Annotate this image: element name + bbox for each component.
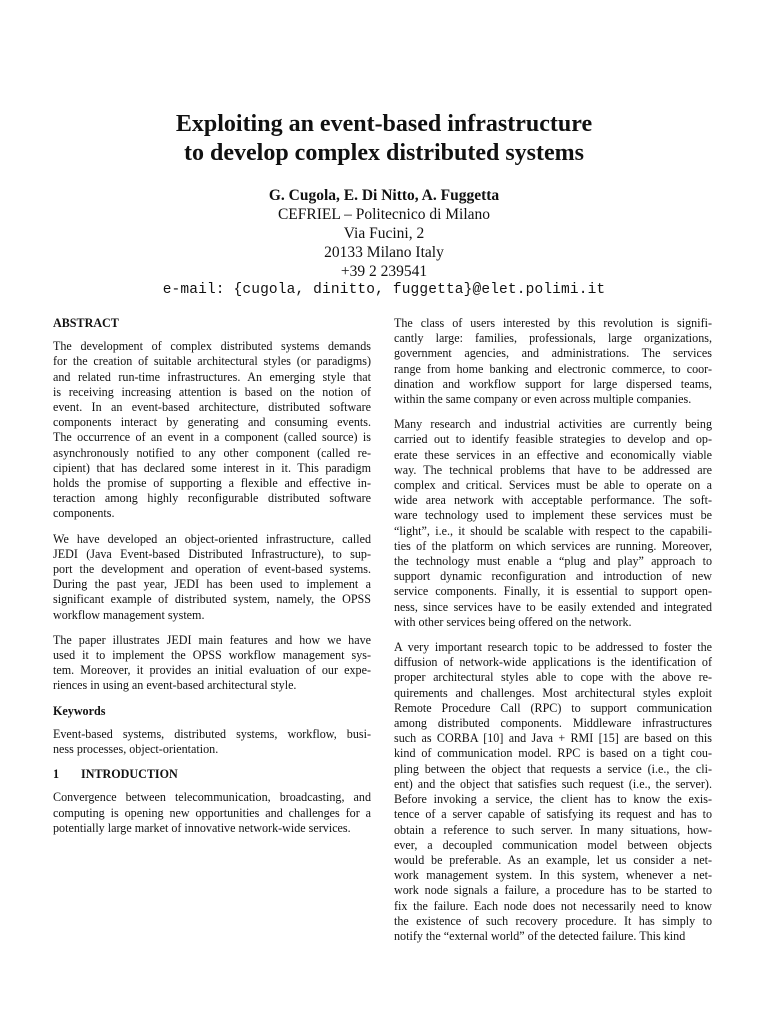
text-line: The class of users interested by this revolution is signifi- bbox=[394, 316, 712, 330]
text-line: would be preferable. As an example, let us consider a net- bbox=[394, 852, 712, 867]
text-line: work node signals a failure, a procedure has to be started to bbox=[394, 883, 712, 898]
text-line: kind of communication model. RPC is based on a tight cou- bbox=[394, 746, 712, 761]
abstract-paragraph bbox=[53, 532, 371, 623]
text-line: potentially large market of innovative network-wide services. bbox=[53, 820, 351, 835]
section-title: INTRODUCTION bbox=[81, 767, 178, 782]
text-line: used it to implement the OPSS workflow management sys- bbox=[53, 648, 371, 663]
author-names: G. Cugola, E. Di Nitto, A. Fuggetta bbox=[268, 187, 500, 204]
text-line: dination and workflow support for large dispersed teams, bbox=[394, 376, 712, 391]
title-block bbox=[0, 110, 768, 168]
text-line: “light”, i.e., it should be scalable with respect to the capabili- bbox=[394, 523, 712, 538]
text-line: ent) and the object that satisfies such request (i.e., the server). bbox=[394, 776, 712, 791]
text-line: support dynamic reconfiguration and introduction of new bbox=[394, 569, 712, 584]
text-line: holds the promise of supporting a flexible and effective in- bbox=[53, 476, 371, 491]
keywords-heading: Keywords bbox=[53, 703, 106, 718]
text-line: computing is opening new opportunities and challenges for a bbox=[53, 805, 371, 820]
text-line: erate these services in an effective and economically viable bbox=[394, 447, 712, 462]
text-line: We have developed an object-oriented infrastructure, called bbox=[53, 531, 371, 546]
text-line: the technology must enable a “plug and play” approach to bbox=[394, 554, 712, 569]
text-line: the existence of such recovery procedure. It has simply to bbox=[394, 913, 712, 928]
text-line: cantly large: families, professionals, large organizations, bbox=[394, 331, 712, 346]
text-line: tence of a server capable of satisfying its request and has to bbox=[394, 807, 712, 822]
title-line: Exploiting an event-based infrastructure bbox=[175, 111, 593, 137]
section-number: 1 bbox=[53, 767, 60, 782]
body-paragraph bbox=[53, 790, 371, 836]
right-column bbox=[394, 316, 712, 954]
text-line: ness processes, object-orientation. bbox=[53, 742, 219, 757]
text-line: obtain a reference to such server. In many situations, how- bbox=[394, 822, 712, 837]
text-line: tem. Moreover, it provides an initial evaluation of our expe- bbox=[53, 663, 371, 678]
text-line: proper architectural styles able to cope with the above re- bbox=[394, 670, 712, 685]
section-heading-introduction bbox=[53, 767, 371, 782]
text-line: components. bbox=[53, 506, 115, 521]
left-column bbox=[53, 316, 371, 846]
author-block bbox=[0, 186, 768, 300]
text-line: riences in using an event-based architectural style. bbox=[53, 678, 297, 693]
body-paragraph bbox=[394, 316, 712, 407]
text-line: The occurrence of an event in a component (called source) is bbox=[53, 430, 371, 445]
text-line: ware technology used to implement these services must be bbox=[394, 508, 712, 523]
abstract-paragraph bbox=[53, 633, 371, 694]
affiliation-line: +39 2 239541 bbox=[340, 263, 428, 280]
abstract-paragraph bbox=[53, 339, 371, 521]
text-line: pling between the object that requests a service (i.e., the cli- bbox=[394, 761, 712, 776]
text-line: During the past year, JEDI has been used to implement a bbox=[53, 577, 371, 592]
text-line: diffusion of network-wide applications is the identification of bbox=[394, 655, 712, 670]
text-line: government agencies, and administrations. The services bbox=[394, 346, 712, 361]
text-line: The paper illustrates JEDI main features and how we have bbox=[53, 632, 371, 647]
text-line: is receiving increasing attention is based on the notion of bbox=[53, 384, 371, 399]
text-line: work management system. In this system, whenever a net- bbox=[394, 868, 712, 883]
text-line: asynchronously notified to any other component (called re- bbox=[53, 445, 371, 460]
affiliation-line: Via Fucini, 2 bbox=[343, 225, 425, 242]
text-line: ness, since services have to be easily extended and integrated bbox=[394, 599, 712, 614]
text-line: quirements and challenges. Most architectural styles exploit bbox=[394, 685, 712, 700]
text-line: within the same company or even across multiple companies. bbox=[394, 392, 692, 407]
text-line: for the creation of suitable architectural styles (or paradigms) bbox=[53, 354, 371, 369]
text-line: wide area network with acceptable performance. The soft- bbox=[394, 493, 712, 508]
text-line: teraction among highly reconfigurable distributed software bbox=[53, 491, 371, 506]
affiliation-line: CEFRIEL – Politecnico di Milano bbox=[277, 206, 491, 223]
keywords-text bbox=[53, 727, 371, 757]
text-line: range from home banking and electronic commerce, to coor- bbox=[394, 361, 712, 376]
text-line: Many research and industrial activities are currently being bbox=[394, 417, 712, 432]
body-paragraph bbox=[394, 417, 712, 630]
text-line: and related run-time infrastructures. An emerging style that bbox=[53, 369, 371, 384]
text-line: ties of the platform on which services are running. Moreover, bbox=[394, 538, 712, 553]
text-line: components interact by generating and consuming events. bbox=[53, 415, 371, 430]
text-line: Remote Procedure Call (RPC) to support communication bbox=[394, 700, 712, 715]
text-line: JEDI (Java Event-based Distributed Infrastructure), to sup- bbox=[53, 546, 371, 561]
text-line: such as CORBA [10] and Java + RMI [15] are based on this bbox=[394, 731, 712, 746]
affiliation-line: 20133 Milano Italy bbox=[324, 244, 444, 261]
title-line: to develop complex distributed systems bbox=[184, 140, 584, 166]
text-line: Event-based systems, distributed systems, workflow, busi- bbox=[53, 726, 371, 741]
text-line: port the development and operation of event-based systems. bbox=[53, 562, 371, 577]
author-email: e-mail: {cugola, dinitto, fuggetta}@elet.polimi.it bbox=[162, 282, 606, 298]
body-paragraph bbox=[394, 640, 712, 944]
paper-title bbox=[0, 110, 768, 168]
text-line: complex and critical. Services must be able to operate on a bbox=[394, 478, 712, 493]
text-line: significant example of distributed system, namely, the OPSS bbox=[53, 592, 371, 607]
text-line: service components. Finally, it is essential to support open- bbox=[394, 584, 712, 599]
text-line: carried out to identify feasible strategies to develop and op- bbox=[394, 432, 712, 447]
abstract-heading: ABSTRACT bbox=[53, 316, 119, 330]
text-line: cipient) that has declared some interest in it. This paradigm bbox=[53, 460, 371, 475]
text-line: notify the “external world” of the detected failure. This kind bbox=[394, 928, 686, 943]
text-line: ever, a decoupled communication model between objects bbox=[394, 837, 712, 852]
text-line: Convergence between telecommunication, broadcasting, and bbox=[53, 790, 371, 805]
text-line: with other services being offered on the network. bbox=[394, 614, 632, 629]
text-line: The development of complex distributed systems demands bbox=[53, 339, 371, 354]
text-line: Before invoking a service, the client has to know the exis- bbox=[394, 792, 712, 807]
text-line: fix the failure. Each node does not necessarily need to know bbox=[394, 898, 712, 913]
text-line: event. In an event-based architecture, distributed software bbox=[53, 400, 371, 415]
text-line: way. The technical problems that have to be addressed are bbox=[394, 462, 712, 477]
text-line: workflow management system. bbox=[53, 607, 205, 622]
text-line: among distributed components. Middleware infrastructures bbox=[394, 716, 712, 731]
text-line: A very important research topic to be addressed to foster the bbox=[394, 640, 712, 655]
